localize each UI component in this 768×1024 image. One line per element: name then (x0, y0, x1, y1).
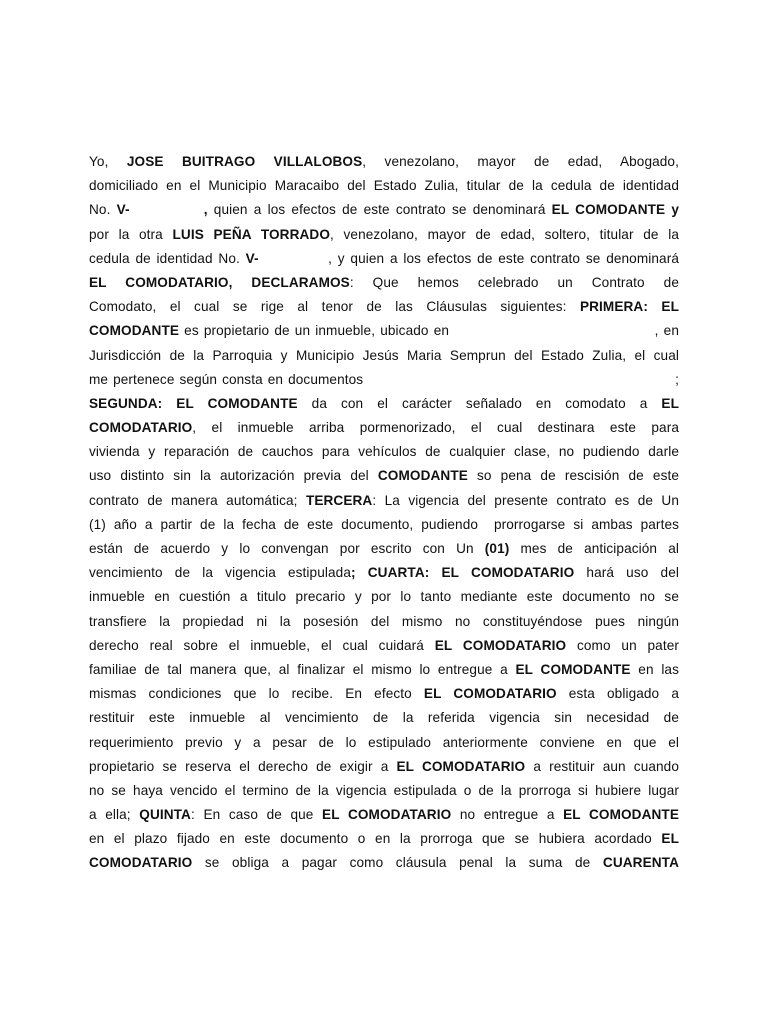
text-segment: como un pater (566, 637, 680, 653)
text-segment: Jurisdicción de la Parroquia y Municipio Jesús Maria Semprun del Estado Zulia, el cual (89, 347, 679, 363)
text-segment: es propietario de un inmueble, ubicado en , en (179, 323, 679, 339)
text-segment: me pertenece según consta en documentos ; (89, 371, 679, 387)
text-segment: transfiere la propiedad ni la posesión del mismo no constituyéndose pues ningún (89, 613, 679, 629)
bold-text-segment: EL COMODATARIO (322, 807, 452, 823)
text-line (89, 223, 679, 247)
text-segment: : En caso de que (190, 807, 323, 823)
text-segment: derecho real sobre el inmueble, el cual cuidará (89, 637, 435, 653)
text-line (89, 755, 679, 779)
text-line (89, 537, 679, 561)
text-line (89, 610, 679, 634)
text-segment: están de acuerdo y lo convengan por escrito con Un (89, 541, 485, 556)
bold-text-segment: COMODANTE (377, 468, 468, 484)
text-segment: vencimiento de la vigencia estipulada (89, 565, 351, 581)
text-line (89, 150, 679, 174)
bold-text-segment: , (203, 202, 208, 218)
text-line (89, 779, 679, 803)
text-segment: a ella; (89, 807, 140, 823)
text-line (89, 174, 679, 198)
text-segment: mes de anticipación al (509, 541, 679, 556)
text-segment: quien a los efectos de este contrato se denominará (207, 202, 552, 218)
bold-text-segment: TERCERA (305, 492, 373, 508)
text-segment: contrato de manera automática; (89, 492, 306, 508)
text-segment: vivienda y reparación de cauchos para vehículos de cualquier clase, no pudiendo darle (89, 444, 679, 460)
bold-text-segment: V- (116, 202, 130, 218)
bold-text-segment: EL COMODANTE y (551, 202, 680, 218)
bold-text-segment: V- (245, 250, 259, 266)
text-segment: en el plazo fijado en este documento o en la prorroga que se hubiera acordado (89, 831, 662, 847)
text-segment: uso distinto sin la autorización previa del (89, 468, 378, 484)
text-line (89, 392, 679, 416)
text-line (89, 319, 679, 343)
text-line (89, 634, 679, 658)
text-line (89, 416, 679, 440)
bold-text-segment: EL COMODATARIO (434, 637, 567, 653)
text-segment: esta obligado a (556, 686, 680, 702)
bold-text-segment: COMODANTE (89, 323, 180, 339)
bold-text-segment: EL COMODATARIO, DECLARAMOS (89, 274, 350, 290)
text-line (89, 585, 679, 609)
bold-text-segment: CUARENTA (602, 855, 679, 871)
text-segment: propietario se reserva el derecho de exigir a (89, 758, 397, 774)
bold-text-segment: EL (661, 395, 679, 411)
text-segment: : La vigencia del presente contrato es de Un (372, 492, 679, 508)
text-segment: requerimiento previo y a pesar de lo estipulado anteriormente conviene en que el (89, 734, 679, 750)
text-segment (130, 202, 204, 217)
text-line (89, 247, 679, 271)
text-segment: mismas condiciones que lo recibe. En efecto (89, 686, 424, 702)
text-line (89, 440, 679, 464)
bold-text-segment: EL (661, 831, 679, 847)
bold-text-segment: LUIS PEÑA TORRADO (172, 226, 330, 242)
bold-text-segment: QUINTA (139, 807, 191, 823)
text-segment: en las (630, 661, 679, 677)
bold-text-segment: COMODATARIO (89, 420, 193, 436)
bold-text-segment: EL COMODATARIO (396, 758, 526, 774)
text-line (89, 513, 679, 537)
text-segment: , venezolano, mayor de edad, Abogado, (362, 154, 679, 169)
text-line (89, 198, 679, 222)
contract-body (89, 150, 679, 876)
text-segment: , y quien a los efectos de este contrato se denominará (258, 250, 679, 266)
text-segment: inmueble en cuestión a titulo precario y por lo tanto mediante este documento no se (89, 589, 679, 605)
text-segment: , el inmueble arriba pormenorizado, el cual destinara este para (192, 420, 679, 436)
text-line (89, 271, 679, 295)
bold-text-segment: EL COMODANTE (563, 807, 680, 823)
text-line (89, 851, 679, 875)
bold-text-segment: ; CUARTA: EL COMODATARIO (350, 565, 575, 581)
text-line (89, 731, 679, 755)
text-segment: domiciliado en el Municipio Maracaibo del Estado Zulia, titular de la cedula de identidad (89, 178, 679, 194)
text-line (89, 827, 679, 851)
bold-text-segment: JOSE BUITRAGO VILLALOBOS (126, 154, 363, 169)
text-segment: Yo, (89, 154, 127, 169)
bold-text-segment: (01) (484, 541, 510, 556)
text-segment: a restituir aun cuando (525, 758, 679, 774)
text-segment: : Que hemos celebrado un Contrato de (349, 274, 679, 290)
text-line (89, 368, 679, 392)
text-line (89, 344, 679, 368)
text-segment: , venezolano, mayor de edad, soltero, titular de la (330, 226, 679, 242)
text-line (89, 803, 679, 827)
text-segment: no se haya vencido el termino de la vigencia estipulada o de la prorroga si hubiere lugar (89, 782, 679, 798)
text-segment: so pena de rescisión de este (467, 468, 680, 484)
text-line (89, 682, 679, 706)
text-segment: restituir este inmueble al vencimiento de la referida vigencia sin necesidad de (89, 710, 679, 726)
text-line (89, 489, 679, 513)
text-segment: (1) año a partir de la fecha de este documento, pudiendo prorrogarse si ambas partes (89, 516, 679, 532)
text-segment: hará uso del (574, 565, 679, 581)
text-line (89, 295, 679, 319)
text-segment: familiae de tal manera que, al finalizar el mismo lo entregue a (89, 661, 516, 677)
text-segment: por la otra (89, 226, 173, 242)
text-line (89, 561, 679, 585)
text-line (89, 706, 679, 730)
text-line (89, 464, 679, 488)
text-segment: se obliga a pagar como cláusula penal la suma de (192, 855, 603, 871)
bold-text-segment: EL COMODANTE (515, 661, 631, 677)
text-segment: no entregue a (451, 807, 564, 823)
text-segment: cedula de identidad No. (89, 250, 246, 266)
text-segment: Comodato, el cual se rige al tenor de las Cláusulas siguientes: (89, 299, 580, 315)
text-line (89, 658, 679, 682)
bold-text-segment: EL COMODATARIO (423, 686, 557, 702)
bold-text-segment: PRIMERA: EL (579, 299, 679, 315)
bold-text-segment: COMODATARIO (89, 855, 193, 871)
text-segment: da con el carácter señalado en comodato a (297, 395, 662, 411)
text-segment: No. (89, 202, 117, 218)
bold-text-segment: SEGUNDA: EL COMODANTE (89, 395, 298, 411)
